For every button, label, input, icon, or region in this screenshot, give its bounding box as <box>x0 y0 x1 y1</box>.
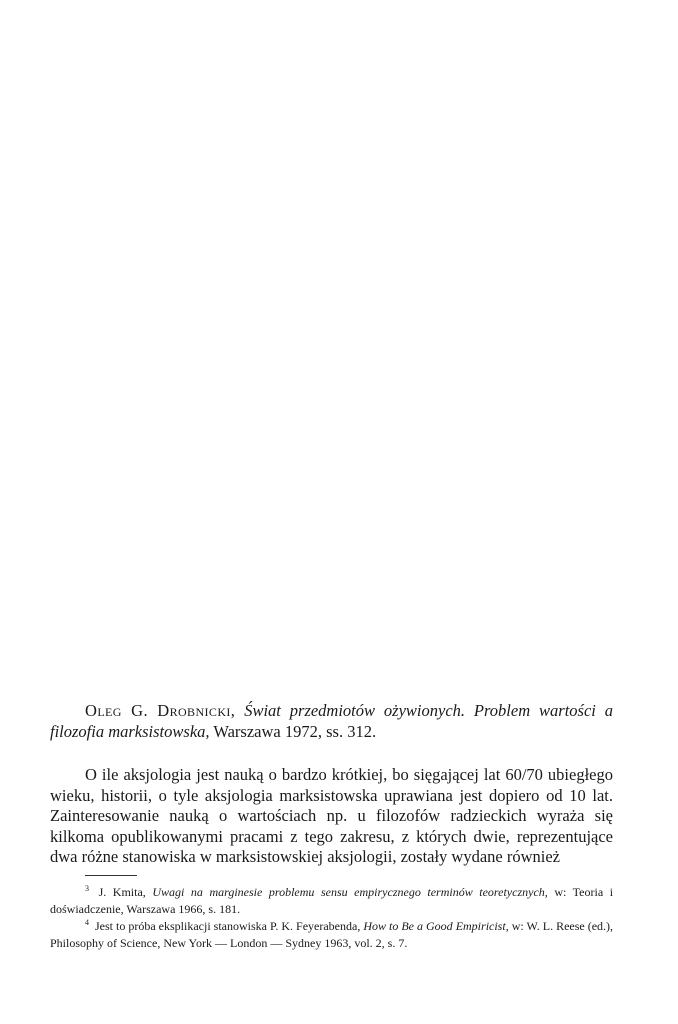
footnotes <box>50 884 613 952</box>
footnote-3 <box>50 884 613 918</box>
review-title: Świat przedmiotów ożywionych. Problem wartości a filozofia marksistowska, <box>50 701 613 741</box>
footnote-author: Jest to próba eksplikacji stanowiska P. K. Feyerabenda, <box>95 919 361 933</box>
footnote-source: w: Teoria i doświadczenie, Warszawa 1966, s. 181. <box>50 885 614 916</box>
footnote-mark: 3 <box>85 884 89 893</box>
footnote-title: Uwagi na marginesie problemu sensu empirycznego terminów teoretycznych, <box>152 885 548 899</box>
footnote-author: J. Kmita, <box>98 885 146 899</box>
footnote-separator <box>85 875 137 876</box>
review-heading <box>50 700 613 742</box>
footnote-source: w: W. L. Reese (ed.), Philosophy of Science, New York — London — Sydney 1963, vol. 2, s. 7. <box>50 919 614 950</box>
footnote-mark: 4 <box>85 918 89 927</box>
footnote-4 <box>50 918 613 952</box>
review-publication: Warszawa 1972, ss. 312. <box>213 722 377 741</box>
review-author: Oleg G. Drobnicki, <box>85 701 236 720</box>
body-paragraph: O ile aksjologia jest nauką o bardzo krótkiej, bo sięgającej lat 60/70 ubiegłego wieku, historii, o tyle aksjologia marksistowska uprawiana jest dopiero od 10 lat. Zainteresowanie nauką o wartościach np. u filozofów radzieckich wyraża się kilkoma opublikowanymi pracami z tego zakresu, z których dwie, reprezentujące dwa różne stanowiska w marksistowskiej aksjologii, zostały wydane również <box>50 765 613 866</box>
footnote-title: How to Be a Good Empiricist, <box>363 919 509 933</box>
